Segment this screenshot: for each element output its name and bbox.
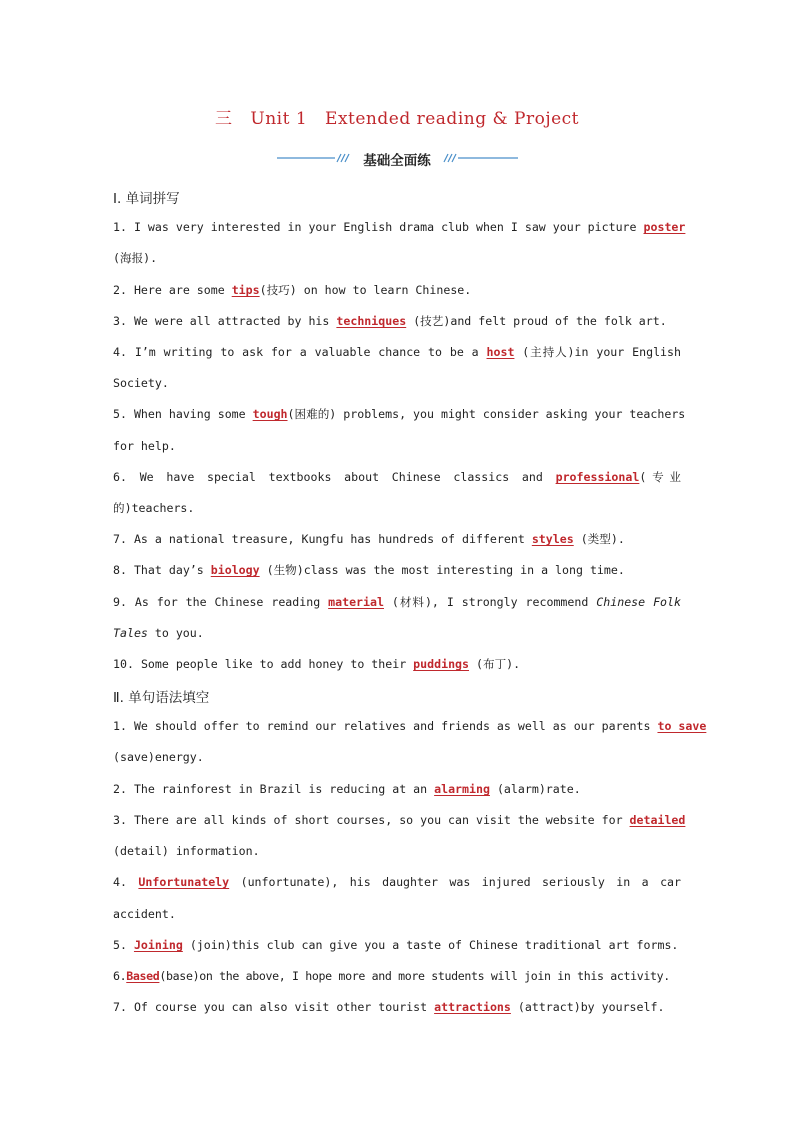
list-item-continued: Tales to you. (113, 626, 204, 640)
answer: detailed (629, 813, 686, 827)
answer: professional (555, 470, 640, 484)
section-banner (0, 148, 794, 168)
answer: alarming (434, 782, 490, 796)
list-item: 4. Unfortunately (unfortunate), his daughter was injured seriously in a car (113, 875, 682, 889)
list-item: 1. We should offer to remind our relatives and friends as well as our parents to save (113, 719, 707, 733)
answer: Based (126, 969, 160, 983)
list-item: 2. The rainforest in Brazil is reducing at an alarming (alarm)rate. (113, 782, 581, 796)
title-unit: Unit 1 (250, 109, 308, 129)
answer: techniques (336, 314, 407, 328)
list-item: 5. When having some tough(困难的) problems, you might consider asking your teachers (113, 407, 686, 421)
list-item: 9. As for the Chinese reading material (材料), I strongly recommend Chinese Folk (113, 595, 681, 609)
answer: Unfortunately (138, 875, 230, 889)
list-item: 2. Here are some tips(技巧) on how to learn Chinese. (113, 283, 472, 297)
list-item: 3. We were all attracted by his techniques (技艺)and felt proud of the folk art. (113, 314, 667, 328)
list-item: 7. Of course you can also visit other tourist attractions (attract)by yourself. (113, 1000, 665, 1014)
answer: tough (252, 407, 288, 421)
list-item-continued: (save)energy. (113, 750, 204, 764)
answer: to save (657, 719, 707, 733)
list-item: 8. That day’s biology (生物)class was the most interesting in a long time. (113, 563, 625, 577)
unit-title (0, 104, 794, 129)
answer: biology (210, 563, 260, 577)
list-item: 5. Joining (join)this club can give you a taste of Chinese traditional art forms. (113, 938, 679, 952)
list-item: 6.Based(base)on the above, I hope more and more students will join in this activity. (113, 969, 670, 983)
answer: Joining (133, 938, 183, 952)
list-item: 3. There are all kinds of short courses, so you can visit the website for detailed (113, 813, 686, 827)
section-heading-grammar: Ⅱ. 单句语法填空 (113, 690, 210, 706)
title-prefix: 三 (214, 109, 233, 129)
list-item-continued: (detail) information. (113, 844, 260, 858)
list-item: 4. I’m writing to ask for a valuable chance to be a host (主持人)in your English (113, 345, 681, 359)
list-item: 7. As a national treasure, Kungfu has hundreds of different styles (类型). (113, 532, 625, 546)
list-item-continued: (海报). (113, 251, 158, 265)
answer: attractions (434, 1000, 511, 1014)
answer: styles (531, 532, 574, 546)
banner-right-decoration (442, 152, 518, 164)
answer: host (486, 345, 515, 359)
title-topic: Extended reading & Project (325, 109, 580, 129)
answer: material (328, 595, 384, 609)
answer: tips (231, 283, 260, 297)
list-item-continued: for help. (113, 439, 176, 453)
list-item: 6. We have special textbooks about Chinese classics and professional(专业 (113, 470, 682, 484)
list-item-continued: 的)teachers. (113, 501, 195, 515)
list-item: 1. I was very interested in your English drama club when I saw your picture poster (113, 220, 686, 234)
answer: puddings (413, 657, 470, 671)
list-item: 10. Some people like to add honey to their puddings (布丁). (113, 657, 521, 671)
section-heading-spelling: Ⅰ. 单词拼写 (113, 191, 180, 207)
list-item-continued: Society. (113, 376, 169, 390)
answer: poster (643, 220, 686, 234)
list-item-continued: accident. (113, 907, 176, 921)
banner-title: 基础全面练 (363, 153, 431, 169)
